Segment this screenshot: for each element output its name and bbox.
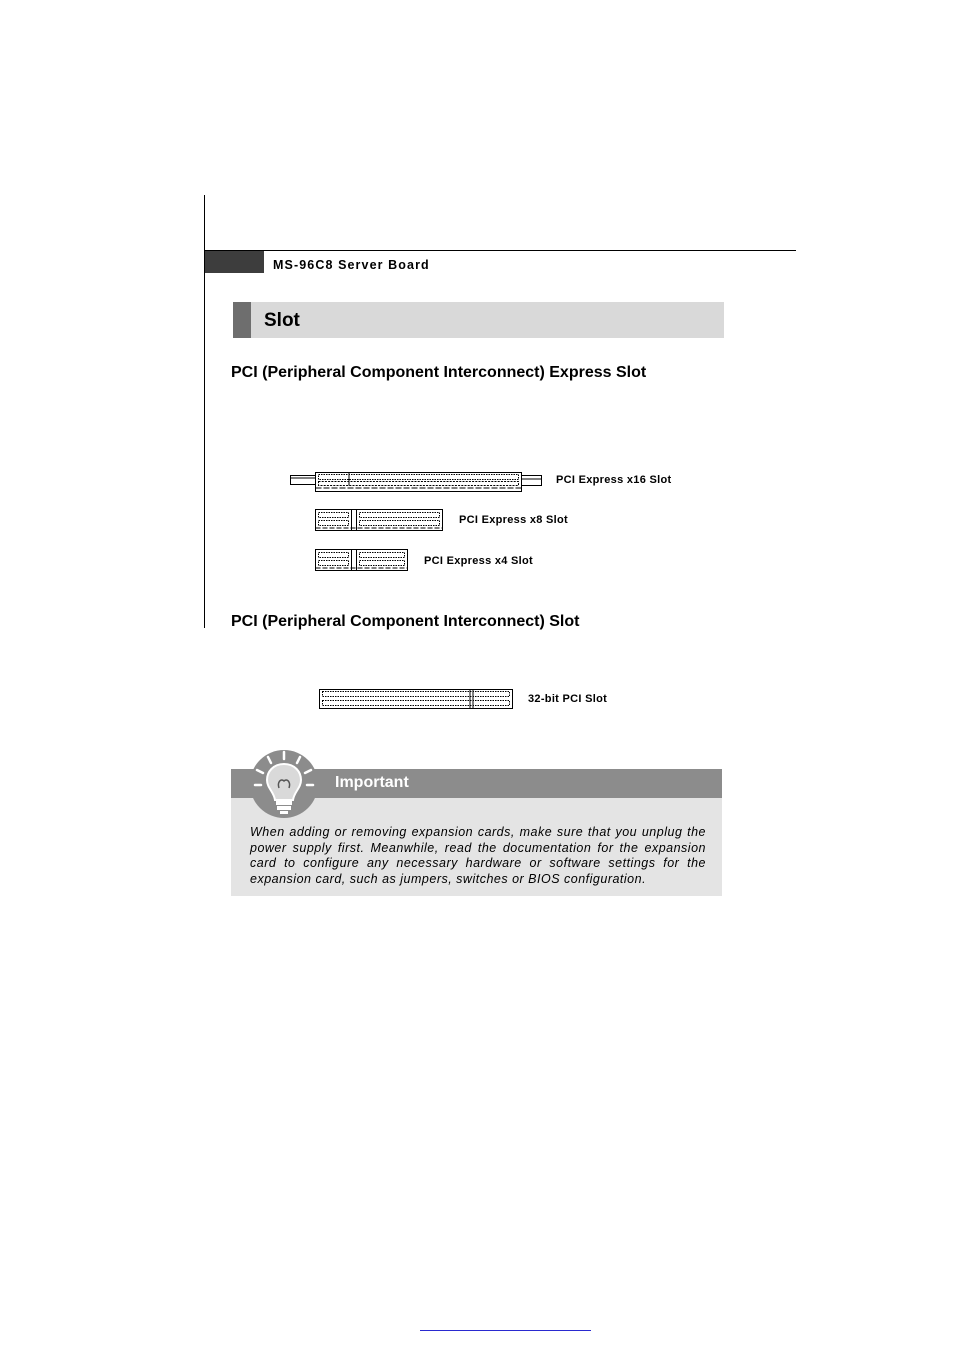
important-text: When adding or removing expansion cards, make sure that you unplug the power supply first. Meanwhile, read the documentation for the expansion card to configure any necessary hardware or software settings for the expansion card, such as jumpers, switches or BIOS configuration. bbox=[250, 825, 706, 886]
section-accent bbox=[233, 302, 251, 338]
footer-link-underline[interactable] bbox=[420, 1330, 591, 1331]
running-header: MS-96C8 Server Board bbox=[273, 258, 430, 272]
pci-heading: PCI (Peripheral Component Interconnect) Slot bbox=[231, 613, 580, 630]
pcie-x8-slot-label: PCI Express x8 Slot bbox=[459, 514, 569, 526]
pcie-x4-slot-diagram bbox=[314, 548, 409, 572]
pcie-x16-slot-label: PCI Express x16 Slot bbox=[556, 474, 672, 486]
pcie-x16-slot-diagram bbox=[289, 471, 543, 493]
pcie-x8-slot-diagram bbox=[314, 508, 444, 532]
important-title: Important bbox=[335, 774, 409, 791]
pci-32bit-slot-label: 32-bit PCI Slot bbox=[528, 693, 608, 705]
pcie-x4-slot-label: PCI Express x4 Slot bbox=[424, 555, 534, 567]
header-rule bbox=[204, 250, 796, 251]
section-title: Slot bbox=[264, 310, 300, 331]
pcie-heading: PCI (Peripheral Component Interconnect) Express Slot bbox=[231, 364, 647, 381]
header-tab bbox=[205, 251, 264, 273]
lightbulb-icon bbox=[249, 748, 319, 820]
section-title-bar bbox=[233, 302, 724, 338]
pci-32bit-slot-diagram bbox=[318, 688, 514, 710]
